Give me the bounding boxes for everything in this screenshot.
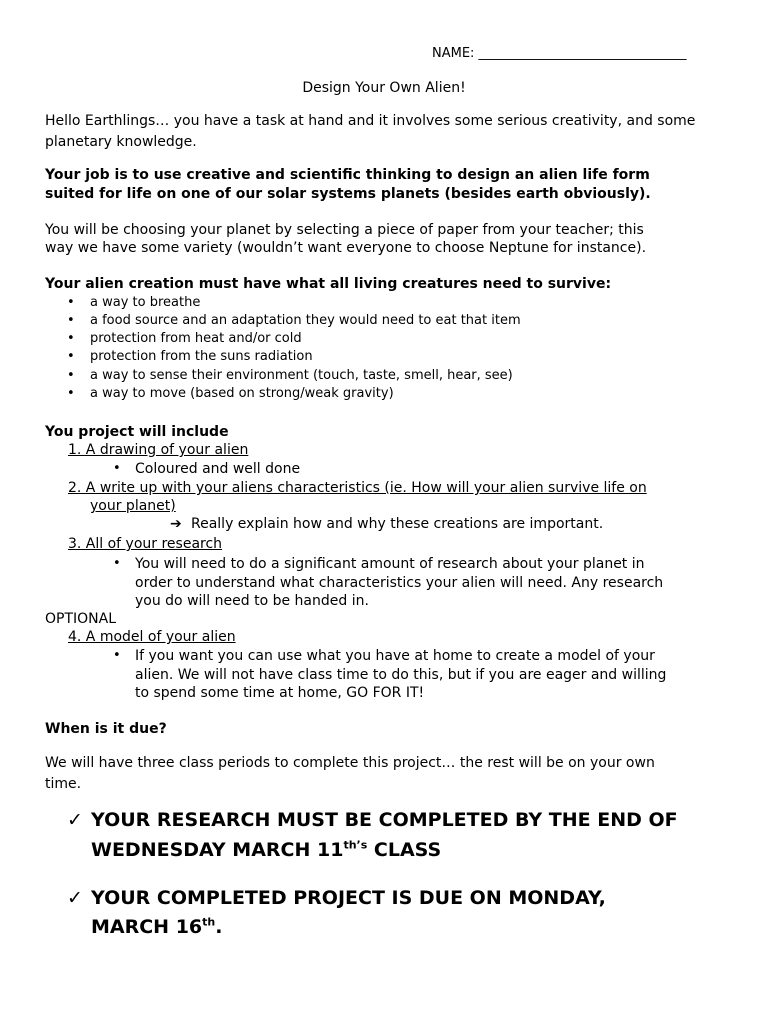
project-item-drawing-detail: Coloured and well done (135, 461, 301, 477)
research-deadline-suffix: th’s (343, 838, 368, 852)
bullet-dot: • (67, 313, 75, 328)
project-item-writeup-line2: your planet) (90, 498, 176, 514)
research-deadline-class: CLASS (367, 839, 442, 861)
project-item-drawing: 1. A drawing of your alien (68, 442, 249, 458)
model-detail-line1: If you want you can use what you have at home to create a model of your (135, 648, 655, 664)
needs-item-movement: a way to move (based on strong/weak gravity) (90, 386, 394, 401)
research-detail-line2: order to understand what characteristics your alien will need. Any research (135, 575, 664, 591)
needs-item-breathe: a way to breathe (90, 295, 201, 310)
needs-heading: Your alien creation must have what all living creatures need to survive: (45, 276, 612, 292)
needs-item-food: a food source and an adaptation they would need to eat that item (90, 313, 521, 328)
bullet-dot: • (113, 648, 121, 663)
research-deadline-line2 (91, 836, 441, 865)
bullet-dot: • (67, 295, 75, 310)
job-statement-line2: suited for life on one of our solar systems planets (besides earth obviously). (45, 186, 651, 202)
research-detail-line1: You will need to do a significant amount of research about your planet in (135, 556, 645, 572)
project-item-writeup-line1: 2. A write up with your aliens characteristics (ie. How will your alien survive life on (68, 480, 647, 496)
project-deadline-suffix: th (202, 915, 216, 929)
model-detail-line2: alien. We will not have class time to do this, but if you are eager and willing (135, 667, 667, 683)
due-heading: When is it due? (45, 721, 167, 737)
worksheet-title: Design Your Own Alien! (302, 80, 466, 96)
project-deadline-period: . (215, 916, 223, 938)
bullet-dot: • (113, 556, 121, 571)
project-deadline-line2 (91, 913, 222, 942)
needs-item-radiation: protection from the suns radiation (90, 349, 313, 364)
project-deadline-line1: YOUR COMPLETED PROJECT IS DUE ON MONDAY, (91, 887, 606, 909)
project-item-writeup-detail: Really explain how and why these creations are important. (191, 516, 604, 532)
research-deadline-date: WEDNESDAY MARCH 11 (91, 839, 344, 861)
checkmark-icon: ✓ (67, 809, 83, 831)
project-item-research: 3. All of your research (68, 536, 223, 552)
bullet-dot: • (67, 331, 75, 346)
project-heading: You project will include (45, 424, 229, 440)
optional-label: OPTIONAL (45, 611, 117, 627)
needs-item-senses: a way to sense their environment (touch, taste, smell, hear, see) (90, 368, 513, 383)
choose-planet-line2: way we have some variety (wouldn’t want everyone to choose Neptune for instance). (45, 240, 647, 256)
bullet-dot: • (113, 461, 121, 476)
job-statement-line1: Your job is to use creative and scientific thinking to design an alien life form (45, 167, 650, 183)
needs-item-temperature: protection from heat and/or cold (90, 331, 302, 346)
bullet-dot: • (67, 349, 75, 364)
intro-paragraph: Hello Earthlings… you have a task at hand and it involves some serious creativity, and some planetary knowledge. (45, 113, 696, 150)
name-field-label: NAME: ________________________________ (432, 46, 687, 61)
due-paragraph-line1: We will have three class periods to complete this project… the rest will be on your own (45, 755, 655, 771)
project-item-model: 4. A model of your alien (68, 629, 236, 645)
project-deadline-date: MARCH 16 (91, 916, 203, 938)
choose-planet-line1: You will be choosing your planet by selecting a piece of paper from your teacher; this (45, 222, 644, 238)
research-deadline-line1: YOUR RESEARCH MUST BE COMPLETED BY THE END OF (91, 809, 678, 831)
bullet-dot: • (67, 386, 75, 401)
due-paragraph-line2: time. (45, 776, 82, 792)
bullet-dot: • (67, 368, 75, 383)
model-detail-line3: to spend some time at home, GO FOR IT! (135, 685, 425, 701)
research-detail-line3: you do will need to be handed in. (135, 593, 369, 609)
arrow-icon: ➔ (170, 516, 182, 532)
checkmark-icon: ✓ (67, 887, 83, 909)
